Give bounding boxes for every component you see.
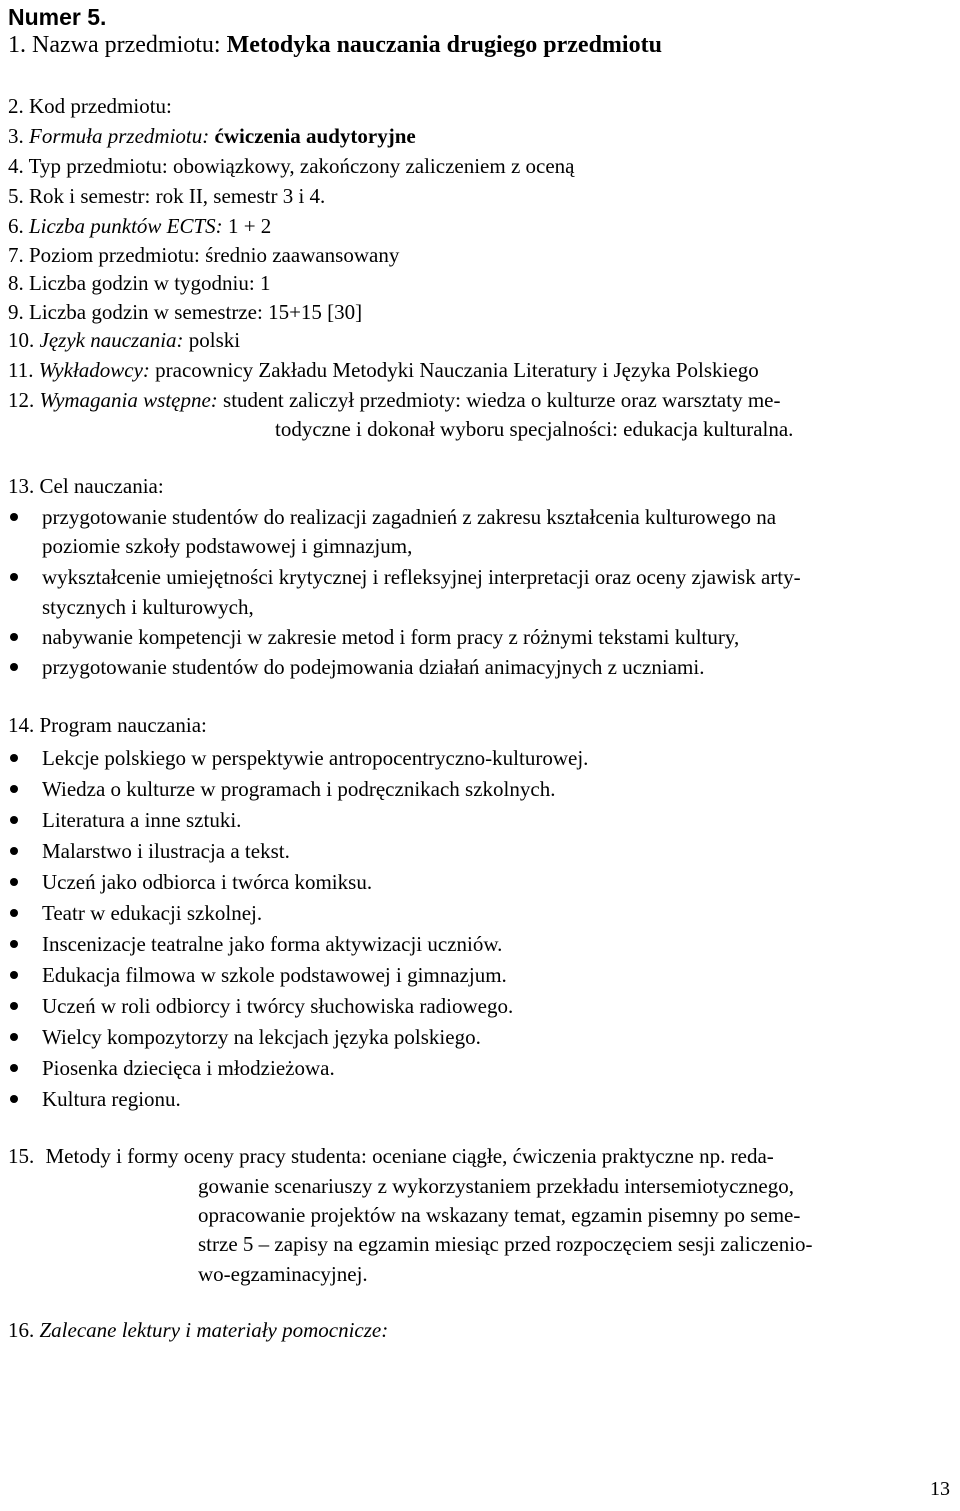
program-item: Kultura regionu. xyxy=(42,1087,181,1111)
program-item: Literatura a inne sztuki. xyxy=(42,808,242,832)
item-label: Liczba godzin w tygodniu: xyxy=(29,271,255,295)
bullet-icon xyxy=(10,878,18,886)
bullet-icon xyxy=(10,1064,18,1072)
course-name-line xyxy=(8,30,662,60)
assessment-continuation: wo-egzaminacyjnej. xyxy=(198,1262,368,1286)
program-item: Lekcje polskiego w perspektywie antropocentryczno-kulturowej. xyxy=(42,746,589,770)
item-course-type xyxy=(8,151,575,181)
item-year-semester xyxy=(8,181,325,211)
prerequisites-continuation: todyczne i dokonał wyboru specjalności: edukacja kulturalna. xyxy=(275,417,794,441)
bullet-icon xyxy=(10,633,18,641)
program-item: Teatr w edukacji szkolnej. xyxy=(42,901,263,925)
item-lecturers xyxy=(8,355,759,385)
item-number: 15. xyxy=(8,1144,35,1168)
section-program-heading: 14. Program nauczania: xyxy=(8,713,207,737)
course-name: Metodyka nauczania drugiego przedmiotu xyxy=(226,32,662,58)
item-value: średnio zaawansowany xyxy=(205,243,400,267)
bullet-icon xyxy=(10,663,18,671)
item-label: Wykładowcy: xyxy=(38,358,150,382)
program-item: Piosenka dziecięca i młodzieżowa. xyxy=(42,1056,335,1080)
item-value: 1 xyxy=(259,271,271,295)
program-item: Uczeń jako odbiorca i twórca komiksu. xyxy=(42,870,373,894)
item-label: Formuła przedmiotu: xyxy=(29,124,210,148)
goal-item: przygotowanie studentów do realizacji zagadnień z zakresu kształcenia kulturowego na xyxy=(42,505,777,529)
program-item: Wiedza o kulturze w programach i podręcznikach szkolnych. xyxy=(42,777,556,801)
item-value: oceniane ciągłe, ćwiczenia praktyczne np. reda- xyxy=(372,1144,774,1168)
program-item: Inscenizacje teatralne jako forma aktywizacji uczniów. xyxy=(42,932,503,956)
bullet-icon xyxy=(10,785,18,793)
item-label: Rok i semestr: xyxy=(29,184,151,208)
item-number: 1. xyxy=(8,32,26,58)
item-number: 6. xyxy=(8,214,24,238)
item-label: Liczba punktów ECTS: xyxy=(29,214,223,238)
page-heading: Numer 5. xyxy=(8,4,107,30)
item-number: 8. xyxy=(8,271,24,295)
item-language xyxy=(8,325,240,355)
bullet-icon xyxy=(10,1095,18,1103)
bullet-icon xyxy=(10,816,18,824)
item-number: 3. xyxy=(8,124,24,148)
item-course-form xyxy=(8,121,416,151)
item-number: 10. xyxy=(8,328,35,352)
item-label: Poziom przedmiotu: xyxy=(29,243,200,267)
item-label: Wymagania wstępne: xyxy=(39,388,218,412)
bullet-icon xyxy=(10,754,18,762)
item-value: pracownicy Zakładu Metodyki Nauczania Literatury i Języka Polskiego xyxy=(155,358,759,382)
item-semester-hours xyxy=(8,297,362,327)
item-label: Typ przedmiotu: xyxy=(28,154,168,178)
item-label: Nazwa przedmiotu: xyxy=(32,32,221,58)
goal-item-continuation: stycznych i kulturowych, xyxy=(42,595,254,619)
bullet-icon xyxy=(10,909,18,917)
item-value: obowiązkowy, zakończony zaliczeniem z oceną xyxy=(172,154,575,178)
bullet-icon xyxy=(10,971,18,979)
item-value: ćwiczenia audytoryjne xyxy=(214,124,416,148)
item-value: polski xyxy=(188,328,241,352)
section-goals-heading: 13. Cel nauczania: xyxy=(8,474,164,498)
bullet-icon xyxy=(10,940,18,948)
item-value: rok II, semestr 3 i 4. xyxy=(155,184,326,208)
item-number: 11. xyxy=(8,358,34,382)
item-weekly-hours xyxy=(8,268,270,298)
item-prerequisites xyxy=(8,385,780,415)
item-label: Język nauczania: xyxy=(39,328,184,352)
item-number: 12. xyxy=(8,388,35,412)
item-level xyxy=(8,240,399,270)
program-item: Uczeń w roli odbiorcy i twórcy słuchowiska radiowego. xyxy=(42,994,514,1018)
section-readings xyxy=(8,1315,388,1345)
bullet-icon xyxy=(10,573,18,581)
bullet-icon xyxy=(10,513,18,521)
assessment-continuation: strze 5 – zapisy na egzamin miesiąc przed rozpoczęciem sesji zaliczenio- xyxy=(198,1232,813,1256)
item-number: 7. xyxy=(8,243,24,267)
item-number: 5. xyxy=(8,184,24,208)
item-label: Metody i formy oceny pracy studenta: xyxy=(45,1144,367,1168)
item-label: Zalecane lektury i materiały pomocnicze: xyxy=(39,1318,389,1342)
bullet-icon xyxy=(10,847,18,855)
goal-item: wykształcenie umiejętności krytycznej i refleksyjnej interpretacji oraz oceny zjawisk arty- xyxy=(42,565,801,589)
program-item: Wielcy kompozytorzy na lekcjach języka polskiego. xyxy=(42,1025,481,1049)
assessment-continuation: opracowanie projektów na wskazany temat, egzamin pisemny po seme- xyxy=(198,1203,801,1227)
item-number: 16. xyxy=(8,1318,35,1342)
item-ects xyxy=(8,211,271,241)
bullet-icon xyxy=(10,1033,18,1041)
goal-item-continuation: poziomie szkoły podstawowej i gimnazjum, xyxy=(42,534,413,558)
section-assessment xyxy=(8,1141,774,1171)
page-number: 13 xyxy=(930,1478,950,1500)
item-value: student zaliczył przedmioty: wiedza o kulturze oraz warsztaty me- xyxy=(223,388,781,412)
item-value: 1 + 2 xyxy=(227,214,272,238)
assessment-continuation: gowanie scenariuszy z wykorzystaniem przekładu intersemiotycznego, xyxy=(198,1174,794,1198)
goal-item: nabywanie kompetencji w zakresie metod i form pracy z różnymi tekstami kultury, xyxy=(42,625,740,649)
item-number: 2. xyxy=(8,94,24,118)
program-item: Malarstwo i ilustracja a tekst. xyxy=(42,839,290,863)
item-label: Liczba godzin w semestrze: xyxy=(29,300,263,324)
bullet-icon xyxy=(10,1002,18,1010)
program-item: Edukacja filmowa w szkole podstawowej i gimnazjum. xyxy=(42,963,507,987)
item-label: Kod przedmiotu: xyxy=(29,94,172,118)
item-number: 4. xyxy=(8,154,24,178)
item-course-code xyxy=(8,91,172,121)
item-number: 9. xyxy=(8,300,24,324)
goal-item: przygotowanie studentów do podejmowania działań animacyjnych z uczniami. xyxy=(42,655,705,679)
item-value: 15+15 [30] xyxy=(268,300,363,324)
